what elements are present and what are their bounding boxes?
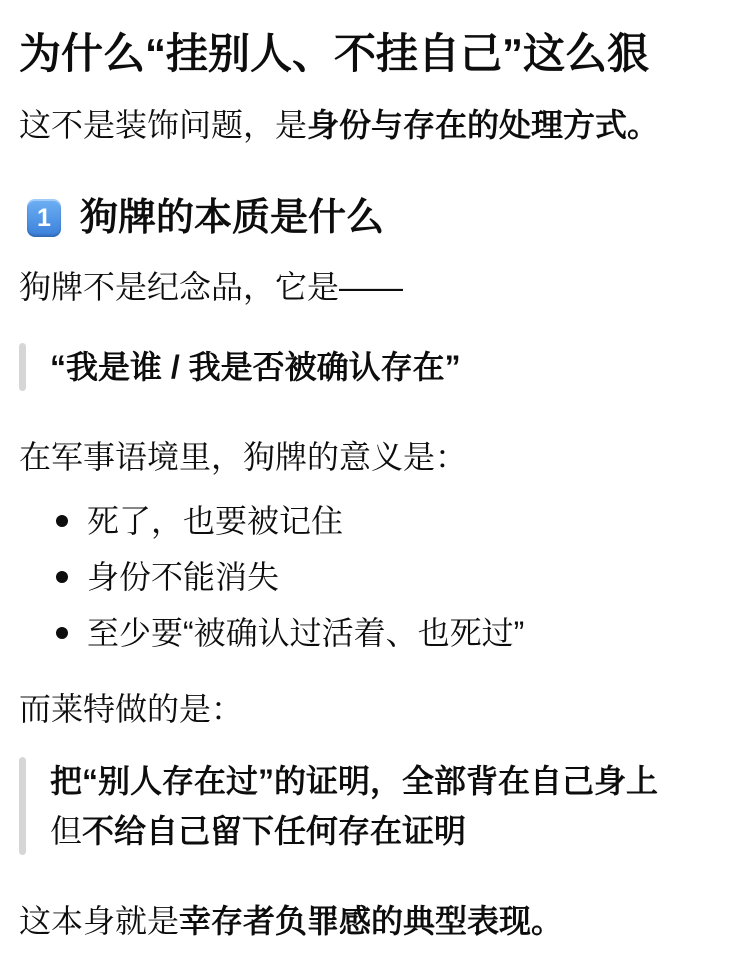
section-heading — [19, 194, 734, 242]
identity-quote-text: “我是谁 / 我是否被确认存在” — [50, 349, 461, 385]
bullet-list — [19, 496, 734, 658]
military-context-paragraph: 在军事语境里，狗牌的意义是： — [19, 439, 468, 475]
burden-quote-line1: 把“别人存在过”的证明，全部背在自己身上 — [50, 763, 659, 799]
closing-paragraph — [19, 896, 734, 946]
page-title: 为什么“挂别人、不挂自己”这么狠 — [19, 30, 650, 77]
list-item: 死了，也要被记住 — [87, 496, 734, 546]
identity-quote — [19, 342, 734, 392]
list-item: 至少要“被确认过活着、也死过” — [87, 608, 734, 658]
burden-quote-line2-bold: 不给自己留下任何存在证明 — [82, 813, 467, 849]
closing-bold-text: 幸存者负罪感的典型表现。 — [179, 903, 564, 939]
intro-text: 这不是装饰问题，是 — [19, 107, 308, 143]
burden-quote-line2 — [50, 806, 734, 856]
burden-quote — [19, 756, 734, 856]
list-item: 身份不能消失 — [87, 552, 734, 602]
intro-bold-text: 身份与存在的处理方式。 — [307, 107, 660, 143]
keycap-1-icon: 1 — [27, 199, 61, 237]
wright-paragraph: 而莱特做的是： — [19, 691, 244, 727]
intro-paragraph — [19, 100, 734, 150]
closing-text: 这本身就是 — [19, 903, 180, 939]
burden-quote-line2-regular: 但 — [50, 813, 83, 849]
section-heading-label: 狗牌的本质是什么 — [80, 197, 385, 239]
dogtag-paragraph: 狗牌不是纪念品，它是—— — [19, 269, 404, 305]
